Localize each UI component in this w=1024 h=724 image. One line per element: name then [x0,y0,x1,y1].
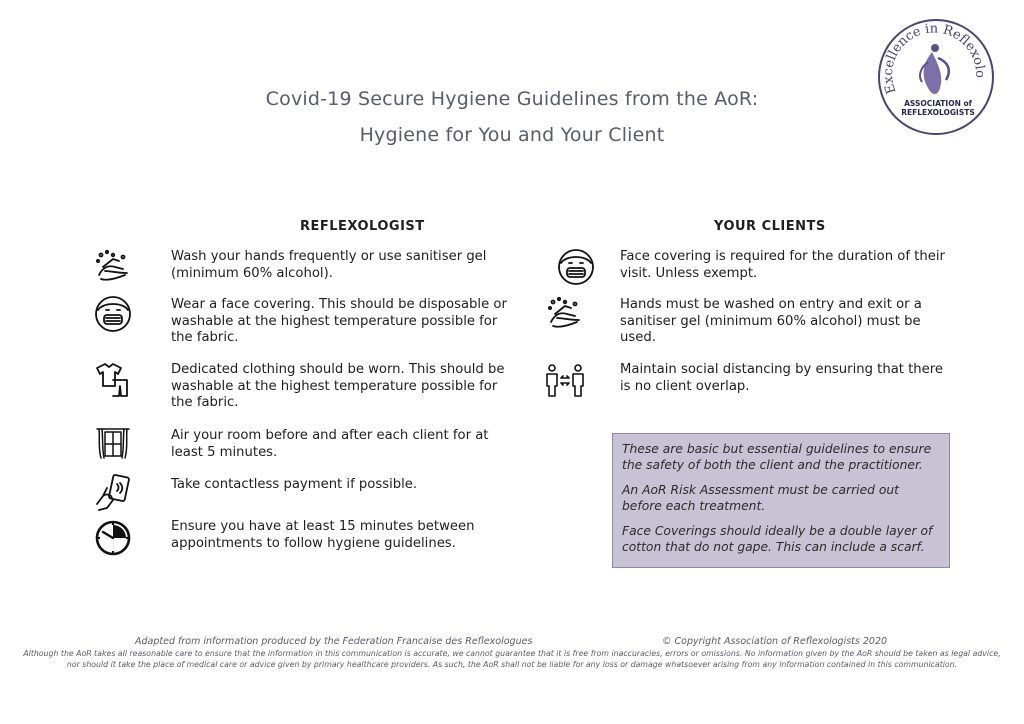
clients-item-2: Hands must be washed on entry and exit or a sanitiser gel (minimum 60% alcohol) must be used. [620,297,922,345]
guidelines-note-box [612,433,950,568]
svg-text:ASSOCIATION of: ASSOCIATION of [904,99,972,108]
window-curtains-icon [93,424,133,464]
clients-item-3: Maintain social distancing by ensuring that there is no client overlap. [620,362,944,394]
aor-logo [872,18,1000,136]
reflexologist-item-4: Air your room before and after each client for at least 5 minutes. [171,428,489,460]
svg-text:REFLEXOLOGISTS: REFLEXOLOGISTS [901,108,975,117]
page-title: Covid-19 Secure Hygiene Guidelines from the AoR: [265,88,759,110]
face-mask-icon [93,294,133,334]
reflexologist-heading: REFLEXOLOGIST [300,219,425,234]
page-subtitle: Hygiene for You and Your Client [359,124,665,146]
clothing-icon [93,360,133,400]
clients-item-1: Face covering is required for the duration of their visit. Unless exempt. [620,249,945,281]
face-mask-icon [556,247,596,287]
reflexologist-item-6: Ensure you have at least 15 minutes between appointments to follow hygiene guidelines. [171,519,475,551]
hand-wash-icon [545,294,585,334]
clock-icon [93,518,133,558]
svg-text:Excellence in Reflexology: Excellence in Reflexology [881,21,988,96]
reflexologist-item-2: Wear a face covering. This should be disposable or washable at the highest temperature possible for the fabric. [171,297,507,345]
clients-heading: YOUR CLIENTS [714,219,826,234]
footer-source: Adapted from information produced by the Federation Francaise des Reflexologues [135,636,533,647]
footer-copyright: © Copyright Association of Reflexologists 2020 [662,636,888,647]
reflexologist-item-1: Wash your hands frequently or use sanitiser gel (minimum 60% alcohol). [171,249,487,281]
reflexologist-item-5: Take contactless payment if possible. [171,477,418,492]
social-distance-icon [545,362,585,402]
contactless-card-icon [93,472,133,512]
note-paragraph-3: Face Coverings should ideally be a double layer of cotton that do not gape. This can include a scarf. [622,524,933,554]
note-paragraph-2: An AoR Risk Assessment must be carried out before each treatment. [622,483,900,513]
note-paragraph-1: These are basic but essential guidelines to ensure the safety of both the client and the practitioner. [622,442,932,472]
reflexologist-item-3: Dedicated clothing should be worn. This should be washable at the highest temperature possible for the fabric. [171,362,505,410]
footer-disclaimer: Although the AoR takes all reasonable care to ensure that the information in this communication is accurate, we cannot guarantee that it is free from inaccuracies, errors or omissions. No information given by the AoR should be taken as legal advice, nor should it take the place of medical care or advice given by primary healthcare providers. As such, the AoR shall not be liable for any loss or damage whatsoever arising from any information contained in this communication. [23,649,1001,670]
hand-wash-icon [93,247,133,287]
